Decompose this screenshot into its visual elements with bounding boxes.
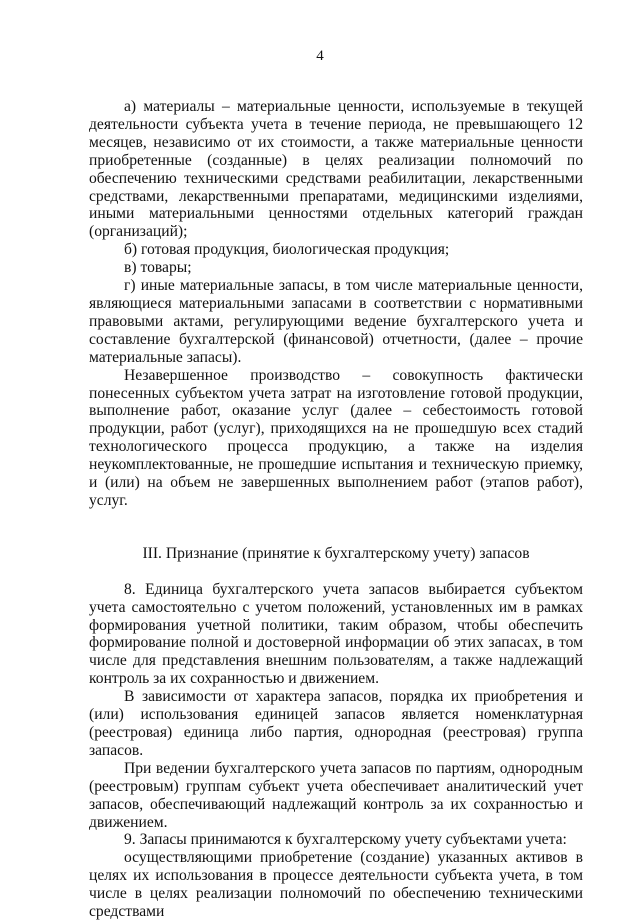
paragraph-item-b: б) готовая продукция, биологическая продукция; (124, 241, 450, 259)
section-heading: III. Признание (принятие к бухгалтерскому учету) запасов (142, 544, 530, 562)
paragraph-item-g: г) иные материальные запасы, в том числе материальные ценности, являющиеся материальными запасами в соответствии с нормативными правовыми актами, регулирующими ведение бухгалтерского учета и составление бухгалтерской (финансовой) отчетности, (далее – прочие материальные запасы). (89, 277, 583, 366)
paragraph-item-a: а) материалы – материальные ценности, используемые в текущей деятельности субъекта учета в течение периода, не превышающего 12 месяцев, независимо от их стоимости, а также материальные ценности приобретенные (созданные) в целях реализации полномочий по обеспечению техническими средствами реабилитации, лекарственными средствами, лекарственными препаратами, медицинскими изделиями, иными материальными ценностями отдельных категорий граждан (организаций); (89, 98, 583, 241)
paragraph-item-v: в) товары; (124, 259, 192, 277)
paragraph-work-in-progress: Незавершенное производство – совокупность фактически понесенных субъектом учета затрат на изготовление готовой продукции, выполнение работ, оказание услуг (далее – себестоимость готовой продукции, работ (услуг), приходящихся на не прошедшую всех стадий технологического процесса продукцию, а также на изделия неукомплектованные, не прошедшие испытания и техническую приемку, и (или) на объем не завершенных выполнением работ (этапов работ), услуг. (89, 366, 583, 509)
paragraph-batch-accounting: При ведении бухгалтерского учета запасов по партиям, однородным (реестровым) группам субъект учета обеспечивает аналитический учет запасов, обеспечивающий надлежащий контроль за их сохранностью и движением. (89, 759, 583, 831)
paragraph-8: 8. Единица бухгалтерского учета запасов выбирается субъектом учета самостоятельно с учетом положений, установленных им в рамках формирования учетной политики, таким образом, чтобы обеспечить формирование полной и достоверной информации об этих запасах, в том числе для представления внешним пользователям, а также надлежащий контроль за их сохранностью и движением. (89, 580, 583, 688)
paragraph-unit-depends: В зависимости от характера запасов, порядка их приобретения и (или) использования единицей запасов является номенклатурная (реестровая) единица либо партия, однородная (реестровая) группа запасов. (89, 688, 583, 759)
document-body (89, 98, 583, 921)
paragraph-9-acquiring: осуществляющими приобретение (создание) указанных активов в целях их использования в процессе деятельности субъекта учета, в том числе в целях реализации полномочий по обеспечению техническими средствами (89, 849, 583, 921)
page-number: 4 (316, 48, 324, 64)
paragraph-9: 9. Запасы принимаются к бухгалтерскому учету субъектами учета: (124, 831, 567, 849)
